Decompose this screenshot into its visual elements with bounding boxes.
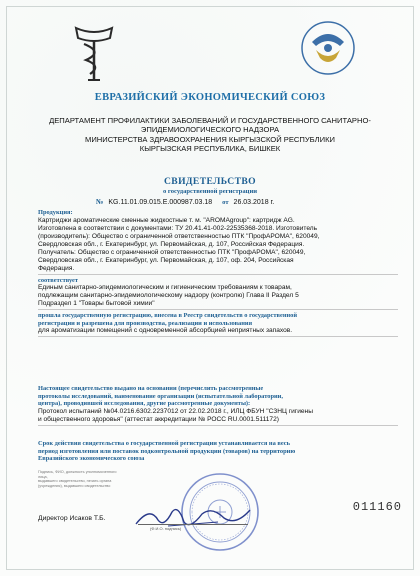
department-line: ЭПИДЕМИОЛОГИЧЕСКОГО НАДЗОРА: [140, 125, 280, 135]
signature-area: [38, 470, 398, 550]
signature-caption: (Ф.И.О. подпись): [150, 526, 182, 531]
registration-line: регистрации и разрешена для производства, реализации и использования: [38, 319, 253, 327]
certificate-subtitle: о государственной регистрации: [162, 188, 258, 195]
product-line: Картриджи ароматические сменные жидкостные т. м. "AROMAgroup": картридж AG.: [38, 216, 295, 224]
product-line: Свердловская обл., г. Екатеринбург, ул. Первомайская, д. 107, Российская Федерация.: [38, 240, 305, 248]
date-label: от: [222, 199, 229, 206]
conformity-label: соответствует: [38, 276, 78, 284]
divider: [38, 274, 398, 275]
header: [18, 12, 402, 130]
divider: [38, 309, 398, 310]
medical-emblem-icon: [66, 22, 122, 84]
usage-line: для ароматизации помещений с одновременной абсорбцией неприятных запахов.: [38, 327, 293, 335]
validity-line: период изготовления или поставок подконтрольной продукции (товаров) на территорию: [38, 447, 296, 455]
product-section: [38, 209, 398, 339]
product-line: Свердловская обл., г. Екатеринбург, ул. Первомайская, д. 107, оф. 204, Российская: [38, 256, 294, 264]
department-line: ДЕПАРТАМЕНТ ПРОФИЛАКТИКИ ЗАБОЛЕВАНИЙ И ГОСУДАРСТВЕННОГО САНИТАРНО-: [49, 116, 371, 125]
department-line: КЫРГЫЗСКАЯ РЕСПУБЛИКА, БИШКЕК: [139, 144, 281, 154]
basis-detail: Протокол испытаний №04.0216.6302.2237012 от 22.02.2018 г., ИЛЦ ФБУН "СЗНЦ гигиены: [38, 407, 313, 415]
certificate-number-line: [96, 197, 274, 206]
basis-line: центра), проводившей исследования, другие рассмотренные документы):: [38, 400, 251, 408]
number-label: №: [96, 197, 104, 206]
certificate-date: 26.03.2018 г.: [233, 199, 275, 206]
certificate-number: KG.11.01.09.015.Е.000987.03.18: [108, 199, 213, 206]
basis-detail: и общественного здоровья" (аттестат аккредитации № РОСС RU.0001.511172): [38, 415, 279, 423]
signature-note: [38, 470, 124, 488]
conformity-line: Подраздел 1 "Товары бытовой химии": [38, 300, 155, 308]
basis-line: Настоящее свидетельство выдано на основании (перечислить рассмотренные: [38, 385, 264, 392]
certificate-title: СВИДЕТЕЛЬСТВО: [163, 176, 257, 187]
product-line: Федерация.: [38, 264, 75, 272]
director-name: Директор Исаков Т.Б.: [38, 515, 106, 522]
union-title: ЕВРАЗИЙСКИЙ ЭКОНОМИЧЕСКИЙ СОЮЗ: [94, 92, 326, 103]
validity-line: Евразийского экономического союза: [38, 455, 145, 463]
product-line: Получатель: Общество с ограниченной ответственностью ПТК "ПрофАРОМА", 620049,: [38, 248, 306, 256]
basis-line: протоколы исследований, наименование организации (испытательной лаборатории,: [38, 392, 283, 400]
signature-line: [138, 524, 248, 525]
signature-note-line: выдавшего свидетельство, печать органа: [38, 479, 112, 484]
validity-section: [38, 440, 398, 463]
divider: [38, 336, 398, 337]
department-block: [0, 116, 420, 154]
department-line: МИНИСТЕРСТВА ЗДРАВООХРАНЕНИЯ КЫРГЫЗСКОЙ РЕСПУБЛИКИ: [85, 134, 335, 144]
signature-note-line: Подпись, ФИО, должность уполномоченного лица,: [38, 470, 117, 479]
signature-icon: [128, 502, 258, 532]
eaeu-emblem-icon: [298, 18, 358, 78]
signature-note-line: (учреждения), выдавшего свидетельство: [38, 483, 111, 488]
divider: [38, 425, 398, 426]
basis-section: [38, 385, 398, 428]
product-line: (производитель): Общество с ограниченной ответственностью ПТК "ПрофАРОМА", 620049,: [38, 232, 320, 240]
conformity-line: подлежащим санитарно-эпидемиологическому надзору (контролю) Глава II Раздел 5: [38, 292, 299, 300]
conformity-line: Единым санитарно-эпидемиологическим и гигиеническим требованиям к товарам,: [38, 284, 292, 292]
serial-number: 011160: [352, 500, 402, 514]
product-label: Продукция:: [38, 209, 73, 216]
product-line: Изготовлена в соответствии с документами: ТУ 20.41.41-002-22535368-2018. Изготовитель: [38, 224, 318, 232]
registration-line: прошла государственную регистрацию, внесена в Реестр свидетельств о государственной: [38, 312, 298, 320]
validity-line: Срок действия свидетельства о государственной регистрации устанавливается на весь: [38, 440, 290, 447]
